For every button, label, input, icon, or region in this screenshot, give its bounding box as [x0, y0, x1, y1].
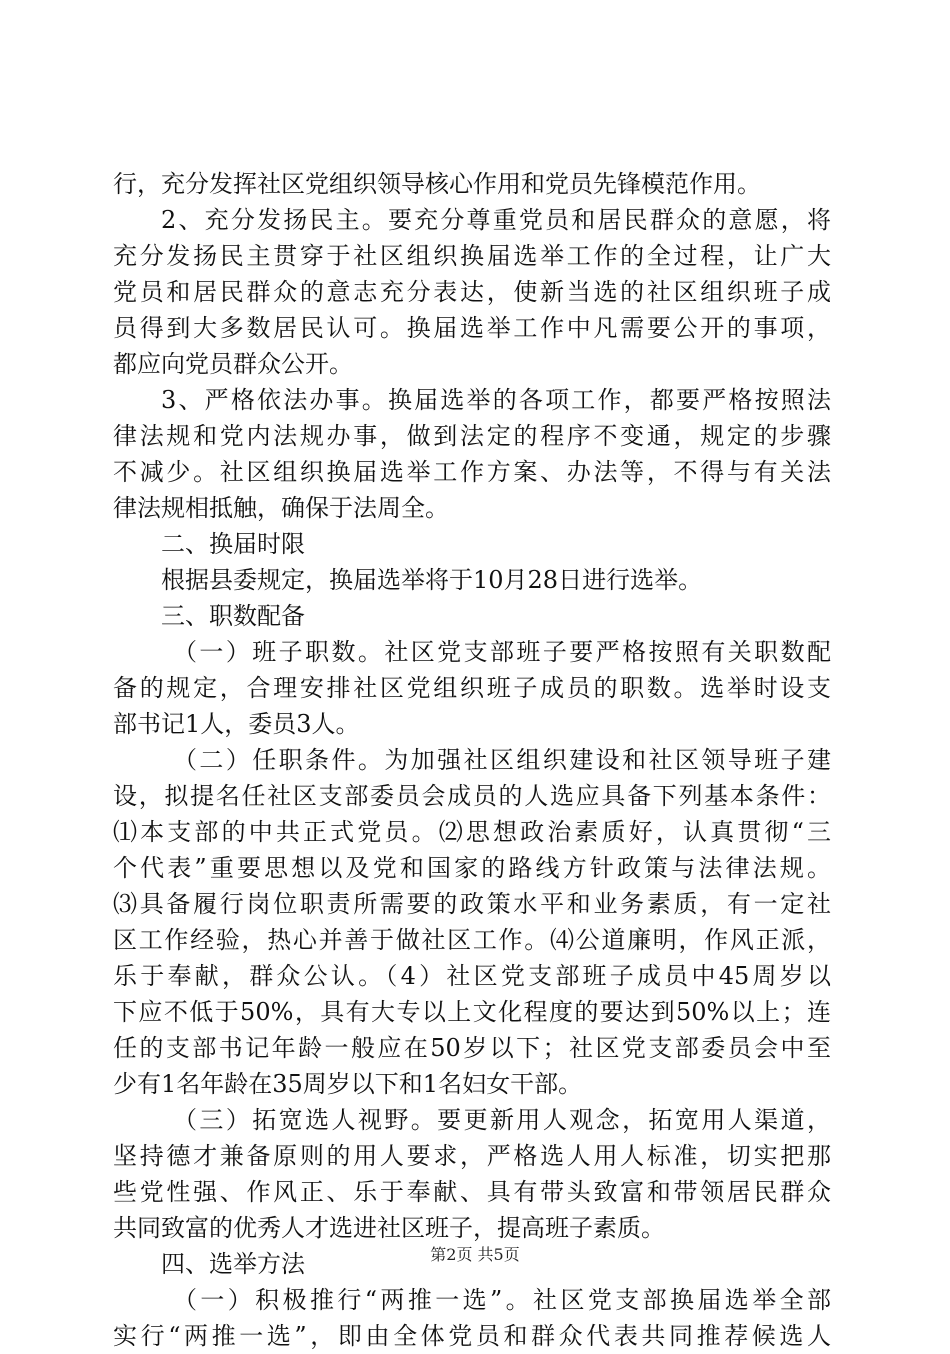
text-line: 个代表”重要思想以及党和国家的路线方针政策与法律法规。 [113, 854, 831, 882]
text-line: 二、换届时限 [161, 530, 305, 558]
text-line: 部书记1人，委员3人。 [113, 710, 360, 738]
text-line: 任的支部书记年龄一般应在50岁以下；社区党支部委员会中至 [113, 1034, 831, 1062]
text-line: 都应向党员群众公开。 [113, 350, 353, 378]
text-line: 充分发扬民主贯穿于社区组织换届选举工作的全过程，让广大 [113, 242, 831, 270]
text-line: （一）班子职数。社区党支部班子要严格按照有关职数配 [173, 638, 831, 666]
text-line: 下应不低于50%，具有大专以上文化程度的要达到50%以上；连 [113, 998, 831, 1026]
text-line: 区工作经验，热心并善于做社区工作。⑷公道廉明，作风正派， [113, 926, 831, 954]
text-line: 根据县委规定，换届选举将于10月28日进行选举。 [161, 566, 703, 594]
text-line: 员得到大多数居民认可。换届选举工作中凡需要公开的事项， [113, 314, 831, 342]
text-line: 实行“两推一选”，即由全体党员和群众代表共同推荐候选人 [113, 1322, 831, 1350]
page-footer: 第2页 共5页 [430, 1245, 520, 1264]
text-line: 坚持德才兼备原则的用人要求，严格选人用人标准，切实把那 [113, 1142, 831, 1170]
text-line: 设，拟提名任社区支部委员会成员的人选应具备下列基本条件： [113, 782, 831, 810]
text-line: 少有1名年龄在35周岁以下和1名妇女干部。 [113, 1070, 583, 1098]
text-line: 不减少。社区组织换届选举工作方案、办法等，不得与有关法 [113, 458, 831, 486]
text-line: （三）拓宽选人视野。要更新用人观念，拓宽用人渠道， [173, 1106, 831, 1134]
document-body [113, 166, 831, 1354]
text-line: 2、充分发扬民主。要充分尊重党员和居民群众的意愿，将 [161, 206, 831, 234]
text-line: （一）积极推行“两推一选”。社区党支部换届选举全部 [173, 1286, 831, 1314]
text-line: 党员和居民群众的意志充分表达，使新当选的社区组织班子成 [113, 278, 831, 306]
text-line: ⑶具备履行岗位职责所需要的政策水平和业务素质，有一定社 [113, 890, 831, 918]
text-line: ⑴本支部的中共正式党员。⑵思想政治素质好，认真贯彻“三 [113, 818, 831, 846]
text-line: 三、职数配备 [161, 602, 305, 630]
text-line: 乐于奉献，群众公认。（4）社区党支部班子成员中45周岁以 [113, 962, 831, 990]
text-line: 3、严格依法办事。换届选举的各项工作，都要严格按照法 [161, 386, 831, 414]
text-line: 备的规定，合理安排社区党组织班子成员的职数。选举时设支 [113, 674, 831, 702]
text-line: 些党性强、作风正、乐于奉献、具有带头致富和带领居民群众 [113, 1178, 831, 1206]
text-line: 共同致富的优秀人才选进社区班子，提高班子素质。 [113, 1214, 665, 1242]
text-line: 律法规和党内法规办事，做到法定的程序不变通，规定的步骤 [113, 422, 831, 450]
text-line: 四、选举方法 [161, 1250, 305, 1278]
text-line: 行，充分发挥社区党组织领导核心作用和党员先锋模范作用。 [113, 170, 761, 198]
text-line: （二）任职条件。为加强社区组织建设和社区领导班子建 [173, 746, 831, 774]
text-line: 律法规相抵触，确保于法周全。 [113, 494, 449, 522]
